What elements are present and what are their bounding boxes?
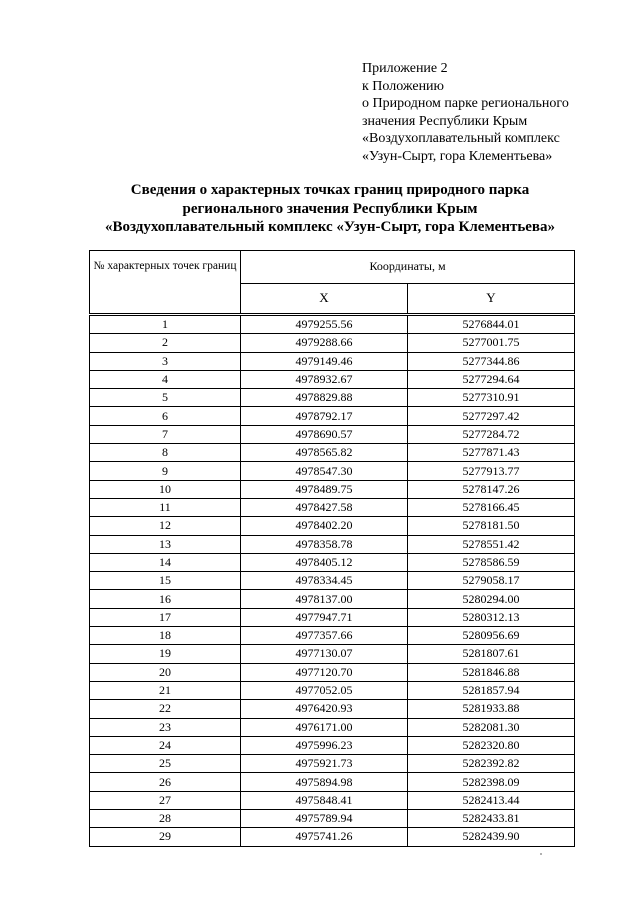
table-row (90, 718, 575, 736)
x-coordinate-cell: 4977130.07 (241, 645, 408, 663)
table-row (90, 828, 575, 846)
y-coordinate-cell: 5281857.94 (408, 681, 575, 699)
annex-reference (362, 60, 624, 166)
y-coordinate-cell: 5277913.77 (408, 462, 575, 480)
table-row (90, 462, 575, 480)
title-line: Сведения о характерных точках границ природного парка (130, 182, 530, 198)
table-row (90, 315, 575, 334)
y-coordinate-cell: 5282439.90 (408, 828, 575, 846)
x-coordinate-cell: 4979255.56 (241, 315, 408, 334)
y-coordinate-cell: 5277001.75 (408, 334, 575, 352)
x-coordinate-cell: 4978690.57 (241, 425, 408, 443)
table-row (90, 627, 575, 645)
y-coordinate-cell: 5279058.17 (408, 572, 575, 590)
table-row (90, 334, 575, 352)
x-coordinate-cell: 4978358.78 (241, 535, 408, 553)
x-coordinate-cell: 4978405.12 (241, 553, 408, 571)
point-number-cell: 9 (90, 462, 241, 480)
x-coordinate-cell: 4978792.17 (241, 407, 408, 425)
point-number-cell: 2 (90, 334, 241, 352)
y-coordinate-cell: 5277284.72 (408, 425, 575, 443)
header-coordinates: Координаты, м (241, 251, 575, 284)
point-number-cell: 10 (90, 480, 241, 498)
point-number-cell: 13 (90, 535, 241, 553)
x-coordinate-cell: 4979149.46 (241, 352, 408, 370)
x-coordinate-cell: 4975894.98 (241, 773, 408, 791)
y-coordinate-cell: 5282392.82 (408, 755, 575, 773)
table-row (90, 681, 575, 699)
document-title (60, 181, 600, 237)
header-x: X (241, 283, 408, 314)
y-coordinate-cell: 5278586.59 (408, 553, 575, 571)
table-row (90, 535, 575, 553)
table-row (90, 608, 575, 626)
point-number-cell: 18 (90, 627, 241, 645)
point-number-cell: 8 (90, 444, 241, 462)
table-row (90, 370, 575, 388)
point-number-cell: 27 (90, 791, 241, 809)
table-row (90, 352, 575, 370)
x-coordinate-cell: 4978334.45 (241, 572, 408, 590)
y-coordinate-cell: 5282320.80 (408, 736, 575, 754)
point-number-cell: 21 (90, 681, 241, 699)
point-number-cell: 24 (90, 736, 241, 754)
annex-line: к Положению (362, 78, 445, 94)
y-coordinate-cell: 5280312.13 (408, 608, 575, 626)
x-coordinate-cell: 4978427.58 (241, 498, 408, 516)
x-coordinate-cell: 4978489.75 (241, 480, 408, 498)
table-row (90, 773, 575, 791)
x-coordinate-cell: 4975741.26 (241, 828, 408, 846)
x-coordinate-cell: 4979288.66 (241, 334, 408, 352)
x-coordinate-cell: 4977052.05 (241, 681, 408, 699)
point-number-cell: 22 (90, 700, 241, 718)
annex-line: о Природном парке регионального (362, 96, 569, 112)
y-coordinate-cell: 5277871.43 (408, 444, 575, 462)
point-number-cell: 11 (90, 498, 241, 516)
table-row (90, 444, 575, 462)
table-row (90, 645, 575, 663)
table-row (90, 700, 575, 718)
point-number-cell: 29 (90, 828, 241, 846)
y-coordinate-cell: 5276844.01 (408, 315, 575, 334)
table-row (90, 590, 575, 608)
table-row (90, 572, 575, 590)
annex-line: значения Республики Крым (362, 113, 528, 129)
y-coordinate-cell: 5277310.91 (408, 389, 575, 407)
y-coordinate-cell: 5282433.81 (408, 810, 575, 828)
y-coordinate-cell: 5278551.42 (408, 535, 575, 553)
point-number-cell: 26 (90, 773, 241, 791)
table-row (90, 517, 575, 535)
y-coordinate-cell: 5281933.88 (408, 700, 575, 718)
x-coordinate-cell: 4975996.23 (241, 736, 408, 754)
point-number-cell: 23 (90, 718, 241, 736)
annex-line: «Узун-Сырт, гора Клементьева» (362, 148, 553, 164)
table-row (90, 736, 575, 754)
point-number-cell: 16 (90, 590, 241, 608)
y-coordinate-cell: 5278181.50 (408, 517, 575, 535)
point-number-cell: 6 (90, 407, 241, 425)
y-coordinate-cell: 5277344.86 (408, 352, 575, 370)
x-coordinate-cell: 4977357.66 (241, 627, 408, 645)
point-number-cell: 12 (90, 517, 241, 535)
y-coordinate-cell: 5280956.69 (408, 627, 575, 645)
y-coordinate-cell: 5282413.44 (408, 791, 575, 809)
x-coordinate-cell: 4977120.70 (241, 663, 408, 681)
x-coordinate-cell: 4977947.71 (241, 608, 408, 626)
point-number-cell: 4 (90, 370, 241, 388)
table-row (90, 791, 575, 809)
table-row (90, 407, 575, 425)
y-coordinate-cell: 5277294.64 (408, 370, 575, 388)
point-number-cell: 5 (90, 389, 241, 407)
y-coordinate-cell: 5277297.42 (408, 407, 575, 425)
point-number-cell: 17 (90, 608, 241, 626)
y-coordinate-cell: 5278147.26 (408, 480, 575, 498)
title-line: регионального значения Республики Крым (182, 200, 478, 217)
point-number-cell: 28 (90, 810, 241, 828)
x-coordinate-cell: 4976171.00 (241, 718, 408, 736)
point-number-cell: 20 (90, 663, 241, 681)
y-coordinate-cell: 5280294.00 (408, 590, 575, 608)
header-point-number: № характерных точек границ (90, 251, 241, 315)
table-row (90, 553, 575, 571)
x-coordinate-cell: 4978547.30 (241, 462, 408, 480)
point-number-cell: 7 (90, 425, 241, 443)
scan-speck (540, 853, 542, 855)
header-y: Y (408, 283, 575, 314)
x-coordinate-cell: 4976420.93 (241, 700, 408, 718)
x-coordinate-cell: 4978829.88 (241, 389, 408, 407)
x-coordinate-cell: 4975789.94 (241, 810, 408, 828)
table-row (90, 425, 575, 443)
point-number-cell: 25 (90, 755, 241, 773)
coordinates-table (89, 250, 575, 847)
y-coordinate-cell: 5281846.88 (408, 663, 575, 681)
x-coordinate-cell: 4978932.67 (241, 370, 408, 388)
coordinates-table-body (90, 315, 575, 847)
y-coordinate-cell: 5282081.30 (408, 718, 575, 736)
x-coordinate-cell: 4978565.82 (241, 444, 408, 462)
y-coordinate-cell: 5282398.09 (408, 773, 575, 791)
y-coordinate-cell: 5278166.45 (408, 498, 575, 516)
table-row (90, 755, 575, 773)
annex-line: Приложение 2 (362, 61, 448, 76)
x-coordinate-cell: 4978402.20 (241, 517, 408, 535)
x-coordinate-cell: 4975921.73 (241, 755, 408, 773)
y-coordinate-cell: 5281807.61 (408, 645, 575, 663)
point-number-cell: 19 (90, 645, 241, 663)
x-coordinate-cell: 4975848.41 (241, 791, 408, 809)
table-row (90, 498, 575, 516)
annex-line: «Воздухоплавательный комплекс (362, 131, 560, 147)
point-number-cell: 3 (90, 352, 241, 370)
point-number-cell: 15 (90, 572, 241, 590)
title-line: «Воздухоплавательный комплекс «Узун-Сырт, гора Клементьева» (104, 219, 556, 235)
point-number-cell: 14 (90, 553, 241, 571)
table-row (90, 389, 575, 407)
point-number-cell: 1 (90, 315, 241, 334)
x-coordinate-cell: 4978137.00 (241, 590, 408, 608)
table-row (90, 663, 575, 681)
table-row (90, 810, 575, 828)
table-row (90, 480, 575, 498)
